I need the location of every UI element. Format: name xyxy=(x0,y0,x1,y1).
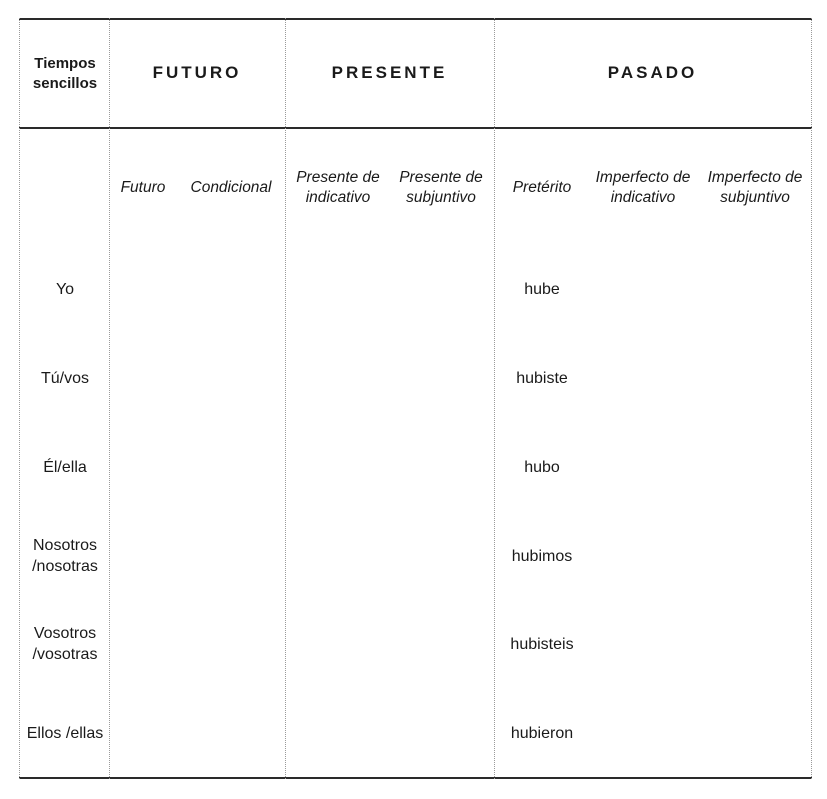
column-divider xyxy=(811,18,812,779)
subheader-preterito: Pretérito xyxy=(512,178,572,196)
person-nosotros: Nosotros /nosotras xyxy=(32,537,98,575)
preterito-yo: hube xyxy=(524,280,560,298)
person-tu-vos: Tú/vos xyxy=(40,369,89,387)
group-header-presente: PRESENTE xyxy=(331,63,448,83)
preterito-el-ella: hubo xyxy=(524,458,560,476)
column-divider xyxy=(19,18,20,779)
subheader-futuro: Futuro xyxy=(120,178,166,196)
table-bottom-rule xyxy=(19,777,812,779)
corner-header: Tiempos sencillos xyxy=(32,55,98,92)
subheader-condicional: Condicional xyxy=(190,178,272,196)
group-header-futuro: FUTURO xyxy=(152,63,242,83)
person-ellos: Ellos /ellas xyxy=(26,724,104,742)
preterito-tu-vos: hubiste xyxy=(516,369,568,387)
group-header-pasado: PASADO xyxy=(607,63,698,83)
column-divider xyxy=(285,18,286,779)
subheader-imperfecto-subjuntivo: Imperfecto de subjuntivo xyxy=(707,168,803,206)
column-divider xyxy=(109,18,110,779)
person-yo: Yo xyxy=(55,280,75,298)
subheader-presente-subjuntivo: Presente de subjuntivo xyxy=(399,168,483,206)
subheader-presente-indicativo: Presente de indicativo xyxy=(296,168,380,206)
person-el-ella: Él/ella xyxy=(43,458,87,476)
conjugation-table xyxy=(19,18,812,779)
header-bottom-rule xyxy=(19,127,812,129)
preterito-nosotros: hubimos xyxy=(511,547,573,565)
preterito-vosotros: hubisteis xyxy=(510,635,574,653)
column-divider xyxy=(494,18,495,779)
person-vosotros: Vosotros /vosotras xyxy=(32,625,98,663)
preterito-ellos: hubieron xyxy=(510,724,574,742)
subheader-imperfecto-indicativo: Imperfecto de indicativo xyxy=(595,168,691,206)
